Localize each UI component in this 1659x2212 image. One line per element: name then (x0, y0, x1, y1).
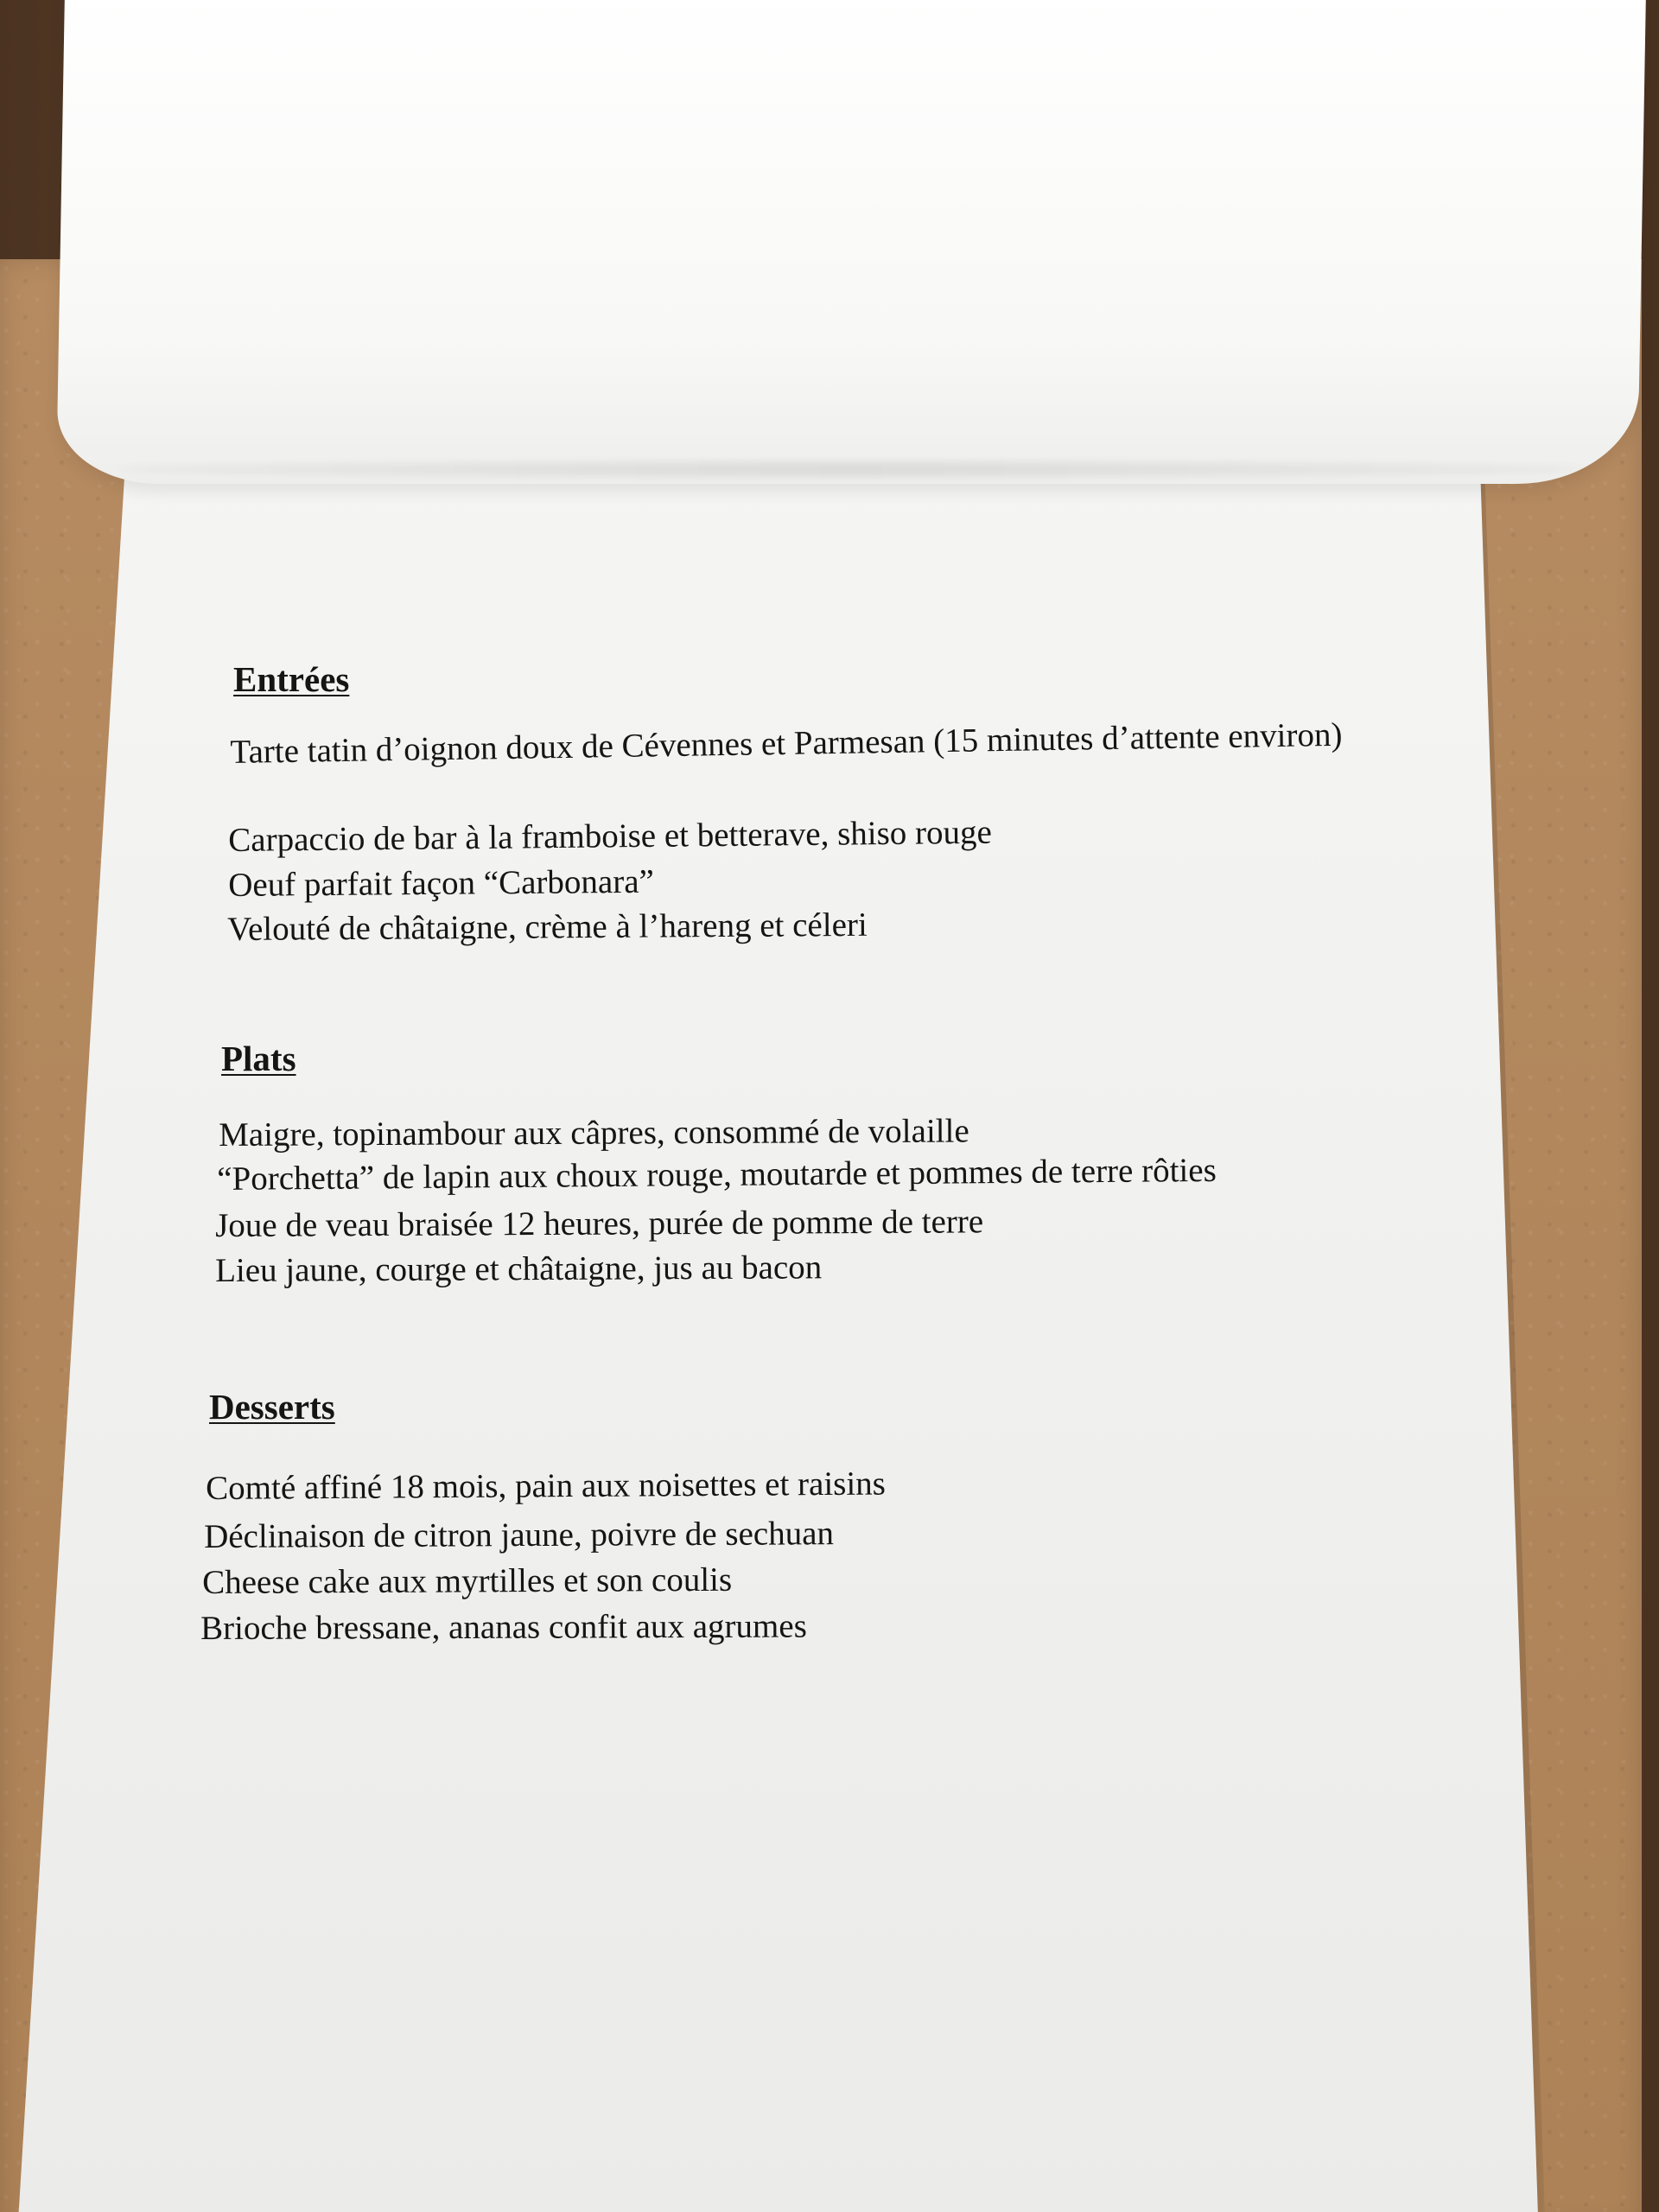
desserts-item-1: Comté affiné 18 mois, pain aux noisettes et raisins (206, 1465, 887, 1507)
entrees-item-3: Oeuf parfait façon “Carbonara” (228, 862, 655, 904)
plats-item-2: “Porchetta” de lapin aux choux rouge, moutarde et pommes de terre rôties (217, 1151, 1217, 1198)
entrees-item-1: Tarte tatin d’oignon doux de Cévennes et Parmesan (15 minutes d’attente environ) (230, 715, 1343, 771)
entrees-item-2: Carpaccio de bar à la framboise et betterave, shiso rouge (228, 813, 993, 859)
plats-item-1: Maigre, topinambour aux câpres, consommé de volaille (219, 1112, 969, 1154)
section-title-entrees: Entrées (233, 659, 350, 699)
entrees-item-4: Velouté de châtaigne, crème à l’hareng et céleri (227, 906, 868, 948)
desserts-item-3: Cheese cake aux myrtilles et son coulis (202, 1560, 733, 1601)
section-title-desserts: Desserts (209, 1387, 335, 1427)
section-title-plats: Plats (221, 1039, 296, 1078)
plats-item-3: Joue de veau braisée 12 heures, purée de pomme de terre (215, 1203, 984, 1244)
desserts-item-4: Brioche bressane, ananas confit aux agrumes (200, 1607, 807, 1647)
desserts-item-2: Déclinaison de citron jaune, poivre de sechuan (204, 1515, 835, 1555)
plats-item-4: Lieu jaune, courge et châtaigne, jus au bacon (215, 1249, 823, 1289)
